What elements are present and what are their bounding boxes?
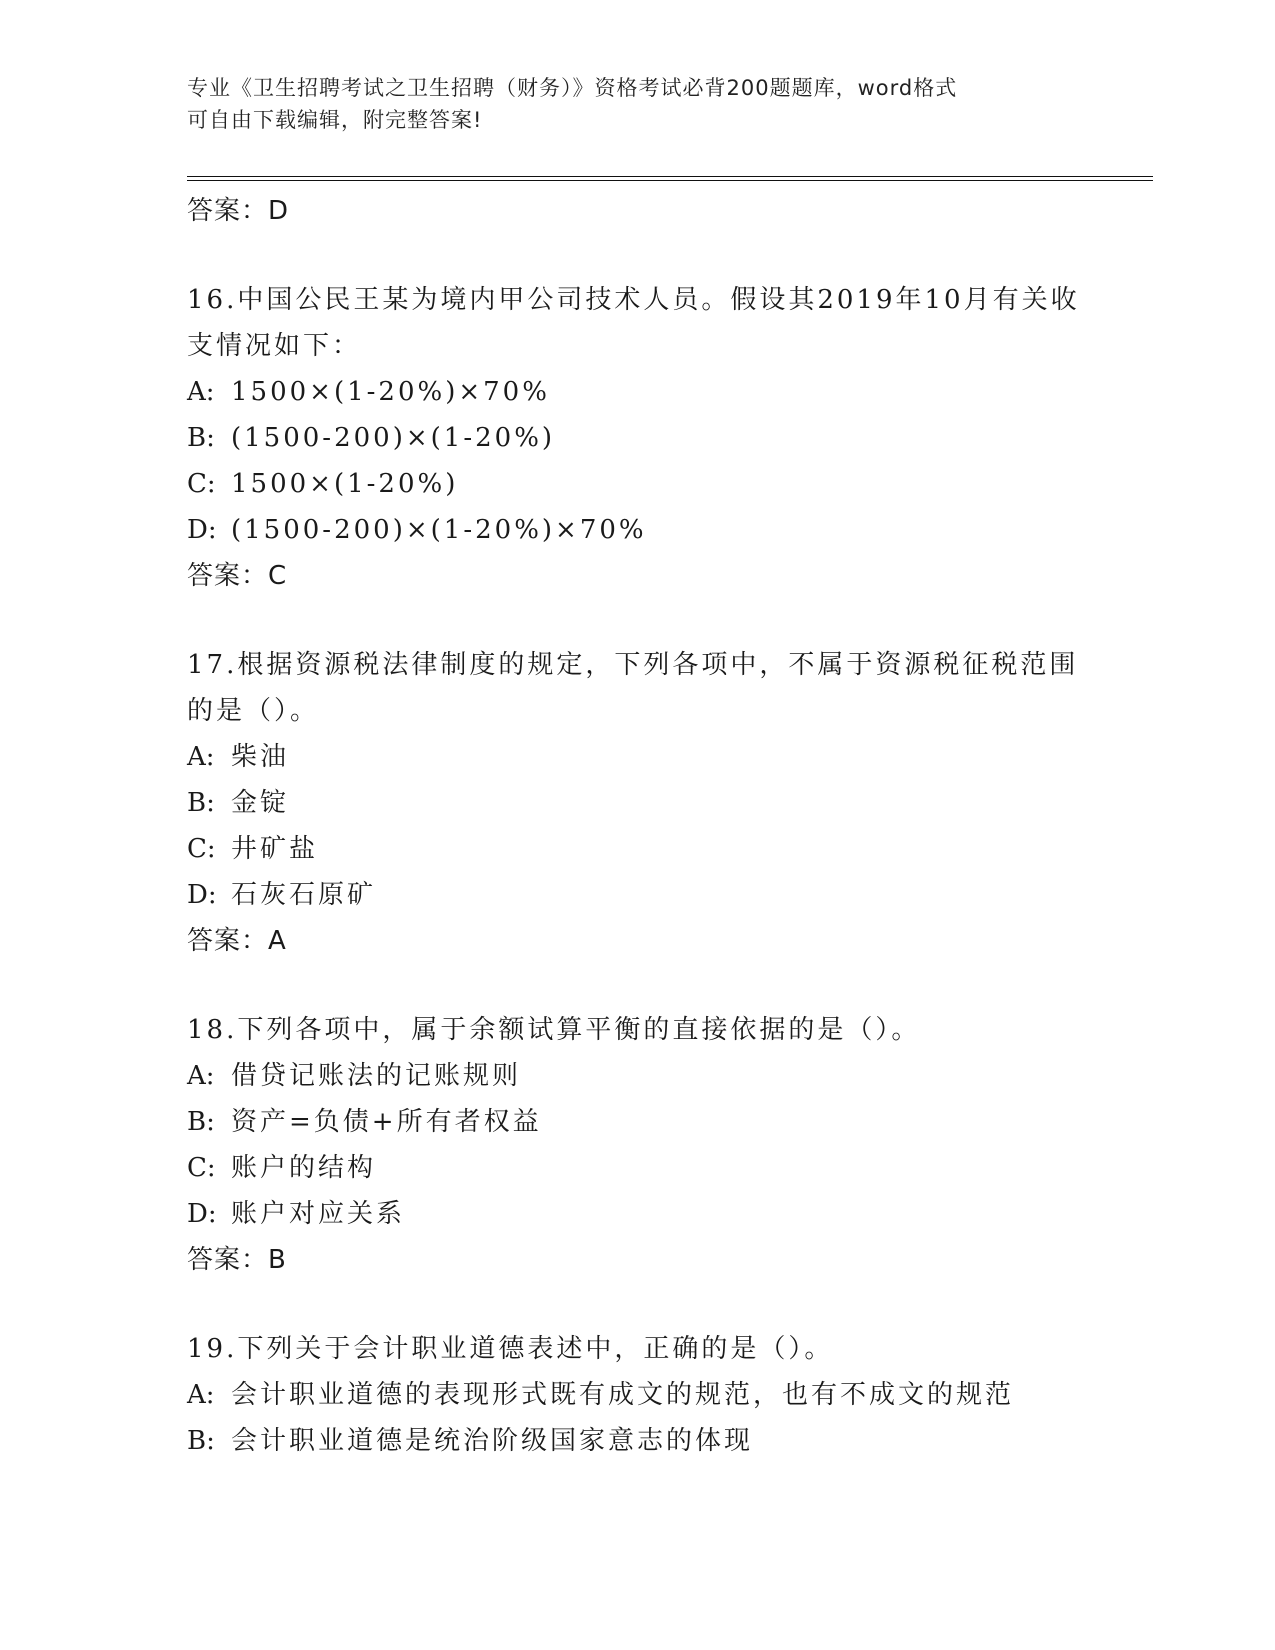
option-letter: B: <box>187 788 215 818</box>
option-text: (1500-200)×(1-20%)×70% <box>231 515 647 545</box>
option-letter: A: <box>187 742 215 772</box>
option-b <box>187 780 1087 826</box>
option-letter: D: <box>187 515 217 545</box>
option-text: 柴油 <box>231 742 290 772</box>
option-text: 金锭 <box>231 788 290 818</box>
option-a <box>187 369 1087 415</box>
option-text: 借贷记账法的记账规则 <box>231 1061 522 1091</box>
option-letter: C: <box>187 469 216 499</box>
question-stem: 支情况如下： <box>187 331 362 361</box>
question-16 <box>187 277 1087 599</box>
option-text: 会计职业道德的表现形式既有成文的规范，也有不成文的规范 <box>231 1380 1015 1410</box>
option-letter: C: <box>187 1153 216 1183</box>
option-text: 井矿盐 <box>231 834 319 864</box>
option-letter: B: <box>187 1107 215 1137</box>
option-letter: A: <box>187 377 215 407</box>
option-c <box>187 826 1087 872</box>
option-text: 石灰石原矿 <box>231 880 377 910</box>
question-18 <box>187 1007 1087 1283</box>
document-header <box>187 72 1087 136</box>
option-letter: D: <box>187 1199 217 1229</box>
answer-line: 答案：A <box>187 926 287 956</box>
option-text: (1500-200)×(1-20%) <box>231 423 556 453</box>
option-b <box>187 1099 1087 1145</box>
option-letter: B: <box>187 1426 215 1456</box>
answer-line: 答案：D <box>187 196 290 226</box>
option-d <box>187 507 1087 553</box>
document-body <box>187 188 1087 1464</box>
question-stem: 16.中国公民王某为境内甲公司技术人员。假设其2019年10月有关收 <box>187 285 1080 315</box>
header-divider <box>187 176 1153 181</box>
header-line-1: 专业《卫生招聘考试之卫生招聘（财务）》资格考试必背200题题库，word格式 <box>187 76 958 100</box>
option-text: 1500×(1-20%) <box>231 469 459 499</box>
answer-line: 答案：C <box>187 561 288 591</box>
question-stem: 的是（）。 <box>187 696 320 726</box>
header-line-2: 可自由下载编辑，附完整答案! <box>187 108 483 132</box>
option-b <box>187 415 1087 461</box>
option-a <box>187 1372 1087 1418</box>
option-d <box>187 872 1087 918</box>
option-letter: B: <box>187 423 215 453</box>
question-17 <box>187 642 1087 964</box>
option-a <box>187 734 1087 780</box>
spacer <box>187 1283 1087 1326</box>
option-letter: D: <box>187 880 217 910</box>
option-text: 1500×(1-20%)×70% <box>231 377 550 407</box>
option-c <box>187 1145 1087 1191</box>
question-stem: 17.根据资源税法律制度的规定，下列各项中，不属于资源税征税范围 <box>187 650 1079 680</box>
spacer <box>187 599 1087 642</box>
option-d <box>187 1191 1087 1237</box>
question-stem: 19.下列关于会计职业道德表述中，正确的是（）。 <box>187 1334 834 1364</box>
option-letter: A: <box>187 1061 215 1091</box>
question-stem: 18.下列各项中，属于余额试算平衡的直接依据的是（）。 <box>187 1015 921 1045</box>
spacer <box>187 234 1087 277</box>
option-text: 会计职业道德是统治阶级国家意志的体现 <box>231 1426 754 1456</box>
option-text: 账户的结构 <box>231 1153 377 1183</box>
question-19 <box>187 1326 1087 1464</box>
spacer <box>187 964 1087 1007</box>
option-b <box>187 1418 1087 1464</box>
option-text: 账户对应关系 <box>231 1199 406 1229</box>
answer-line: 答案：B <box>187 1245 287 1275</box>
option-c <box>187 461 1087 507</box>
option-a <box>187 1053 1087 1099</box>
option-letter: C: <box>187 834 216 864</box>
option-text: 资产=负债+所有者权益 <box>231 1107 542 1137</box>
option-letter: A: <box>187 1380 215 1410</box>
